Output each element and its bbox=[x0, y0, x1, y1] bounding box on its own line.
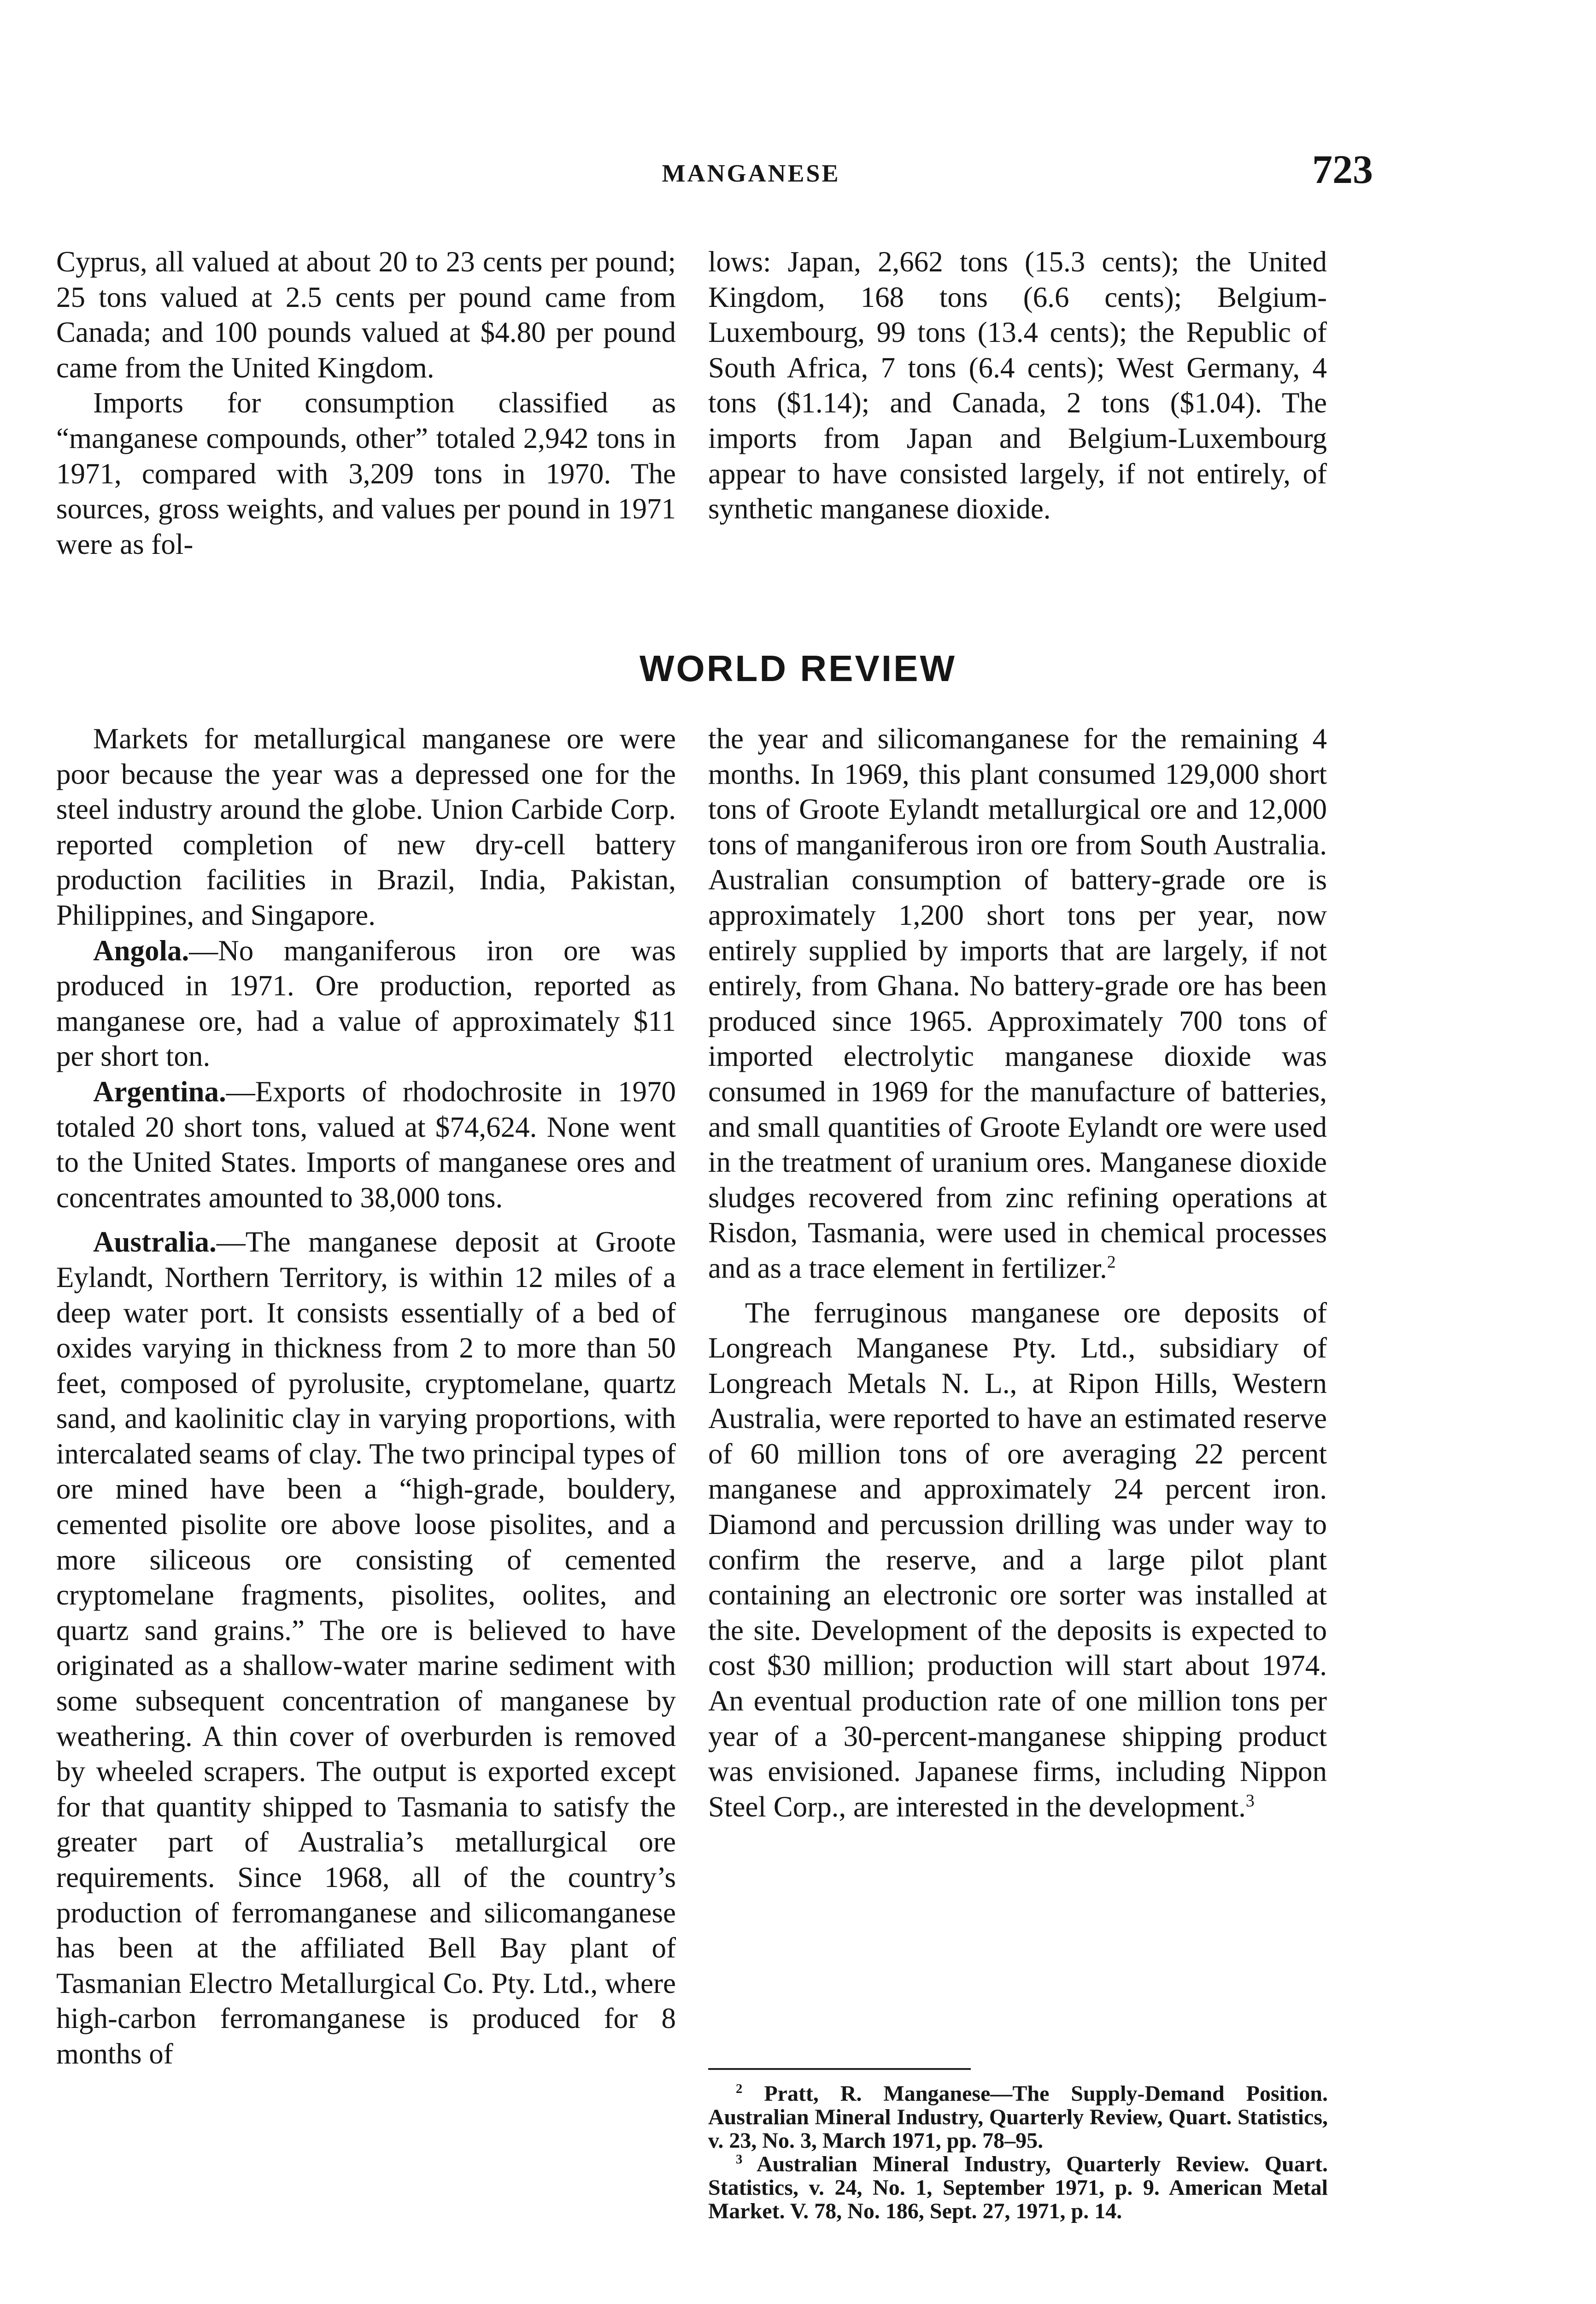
footnotes bbox=[708, 2082, 1328, 2223]
paragraph-argentina bbox=[56, 1074, 676, 1215]
running-header-title: MANGANESE bbox=[662, 159, 840, 187]
paragraph-australia bbox=[56, 1224, 676, 2071]
section-heading-world-review: WORLD REVIEW bbox=[640, 648, 956, 689]
argentina-text: —Exports of rhodochrosite in 1970 totaled 20 short tons, valued at $74,624. None went to the United States. Imports of manganese ores and concentrates amounted to 38,000 tons. bbox=[56, 1075, 676, 1214]
longreach-text: The ferruginous manganese ore deposits of Longreach Manganese Pty. Ltd., subsidiary of Longreach Metals N. L., at Ripon Hills, Western Australia, were reported to have an estimated reserve of 60 million tons of ore averaging 22 percent manganese and approximately 24 percent iron. Diamond and percussion drilling was under way to confirm the reserve, and a large pilot plant containing an electronic ore sorter was installed at the site. Development of the deposits is expected to cost $30 million; production will start about 1974. An eventual production rate of one million tons per year of a 30-percent-manganese shipping product was envisioned. Japanese firms, including Nippon Steel Corp., are interested in the development. bbox=[708, 1296, 1327, 1823]
footnote-3-text: Australian Mineral Industry, Quarterly Review. Quart. Statistics, v. 24, No. 1, September 1971, p. 9. American Metal Market. V. 78, No. 186, Sept. 27, 1971, p. 14. bbox=[708, 2152, 1328, 2223]
footnote-2-text: Pratt, R. Manganese—The Supply-Demand Position. Australian Mineral Industry, Quarterly Review, Quart. Statistics, v. 23, No. 3, March 1971, pp. 78–95. bbox=[708, 2081, 1328, 2153]
footnote-ref-3: 3 bbox=[1245, 1791, 1255, 1810]
country-heading-australia: Australia. bbox=[93, 1226, 217, 1258]
footnote-marker-3: 3 bbox=[736, 2152, 743, 2167]
footnote-2 bbox=[708, 2082, 1328, 2152]
paragraph-cyprus-continued: Cyprus, all valued at about 20 to 23 cents per pound; 25 tons valued at 2.5 cents per pound came from Canada; and 100 pounds valued at $4.80 per pound came from the United Kingdom. bbox=[56, 246, 676, 384]
paragraph-longreach bbox=[708, 1295, 1327, 1825]
paragraph-manganese-compounds: Imports for consumption classified as “manganese compounds, other” totaled 2,942 tons in 1971, compared with 3,209 tons in 1970. The sources, gross weights, and values per pound in 1971 were as fol- bbox=[56, 387, 676, 560]
top-right-column bbox=[708, 244, 1327, 527]
world-review-left-column bbox=[56, 721, 676, 2072]
country-heading-argentina: Argentina. bbox=[93, 1075, 226, 1108]
footnote-ref-2: 2 bbox=[1107, 1252, 1116, 1272]
page-number: 723 bbox=[1312, 147, 1373, 192]
world-review-right-column bbox=[708, 721, 1327, 1824]
paragraph-import-sources: lows: Japan, 2,662 tons (15.3 cents); the United Kingdom, 168 tons (6.6 cents); Belgium-Luxembourg, 99 tons (13.4 cents); the Republic of South Africa, 7 tons (6.4 cents); West Germany, 4 tons ($1.14); and Canada, 2 tons ($1.04). The imports from Japan and Belgium-Luxembourg appear to have consisted largely, if not entirely, of synthetic manganese dioxide. bbox=[708, 246, 1327, 525]
australia-continued-text: the year and silicomanganese for the remaining 4 months. In 1969, this plant consumed 129,000 short tons of Groote Eylandt metallurgical ore and 12,000 tons of manganiferous iron ore from South Australia. Australian consumption of battery-grade ore is approximately 1,200 short tons per year, now entirely supplied by imports that are largely, if not entirely, from Ghana. No battery-grade ore has been produced since 1965. Approximately 700 tons of imported electrolytic manganese dioxide was consumed in 1969 for the manufacture of batteries, and small quantities of Groote Eylandt ore were used in the treatment of uranium ores. Manganese dioxide sludges recovered from zinc refining operations at Risdon, Tasmania, were used in chemical processes and as a trace element in fertilizer. bbox=[708, 723, 1327, 1284]
footnote-marker-2: 2 bbox=[736, 2081, 743, 2096]
australia-text: —The manganese deposit at Groote Eylandt, Northern Territory, is within 12 miles of a deep water port. It consists essentially of a bed of oxides varying in thickness from 2 to more than 50 feet, composed of pyrolusite, cryptomelane, quartz sand, and kaolinitic clay in varying proportions, with intercalated seams of clay. The two principal types of ore mined have been a “high-grade, bouldery, cemented pisolite ore above loose pisolites, and a more siliceous ore consisting of cemented cryptomelane fragments, pisolites, oolites, and quartz sand grains.” The ore is believed to have originated as a shallow-water marine sediment with some subsequent concentration of manganese by weathering. A thin cover of overburden is removed by wheeled scrapers. The output is exported except for that quantity shipped to Tasmania to satisfy the greater part of Australia’s metallurgical ore requirements. Since 1968, all of the country’s production of ferromanganese and silicomanganese has been at the affiliated Bell Bay plant of Tasmanian Electro Metallurgical Co. Pty. Ltd., where high-carbon ferromanganese is produced for 8 months of bbox=[56, 1226, 676, 2070]
country-heading-angola: Angola. bbox=[93, 934, 189, 967]
footnote-3 bbox=[708, 2152, 1328, 2223]
paragraph-markets: Markets for metallurgical manganese ore were poor because the year was a depressed one for the steel industry around the globe. Union Carbide Corp. reported completion of new dry-cell battery production facilities in Brazil, India, Pakistan, Philippines, and Singapore. bbox=[56, 723, 676, 931]
paragraph-australia-continued bbox=[708, 721, 1327, 1286]
angola-text: —No manganiferous iron ore was produced in 1971. Ore production, reported as manganese ore, had a value of approximately $11 per short ton. bbox=[56, 934, 676, 1073]
footnote-divider bbox=[708, 2068, 971, 2070]
paragraph-angola bbox=[56, 933, 676, 1074]
top-left-column bbox=[56, 244, 676, 562]
